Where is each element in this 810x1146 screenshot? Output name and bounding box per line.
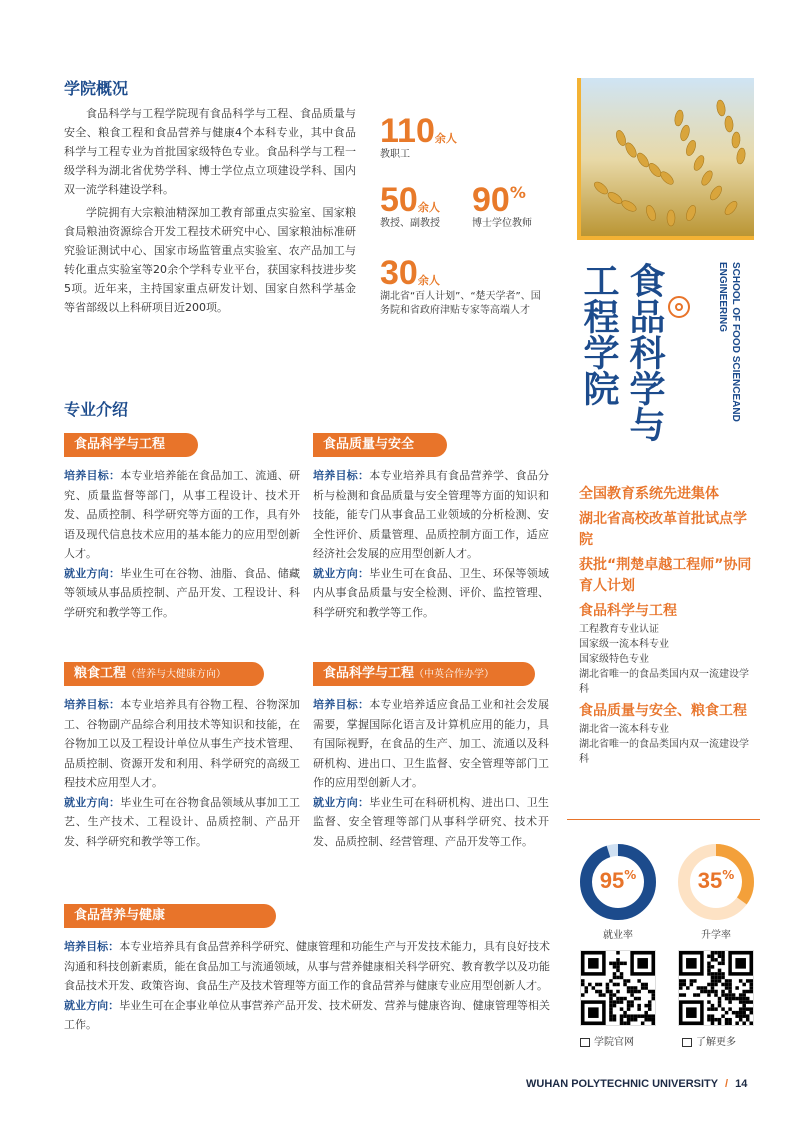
job-text: 毕业生可在食品、卫生、环保等领域内从事食品质量与安全检测、评价、监控管理、科学研究和教学等工作。 — [313, 566, 549, 619]
major-name: 食品科学与工程 — [74, 437, 166, 452]
honor-food-science-heading: 食品科学与工程 — [579, 603, 677, 619]
footer — [526, 1078, 747, 1090]
stat-professors — [380, 183, 440, 231]
further-study-rate-value — [676, 868, 756, 894]
rice-photo — [577, 78, 754, 240]
college-english-line2: AND ENGINEERING — [717, 262, 741, 422]
stat-doctors-number: 90 — [472, 181, 510, 219]
goal-text: 本专业培养具有谷物工程、谷物深加工、谷物副产品综合利用技术等知识和技能，在谷物加工以及工程设计单位从事生产技术管理、品质控制、资源开发和利用、科学研究的高级工程技术应用型人才。 — [64, 698, 300, 789]
qr-college-website-label: 学院官网 — [594, 1037, 634, 1048]
overview-heading: 学院概况 — [64, 79, 129, 98]
qr-college-website-caption — [580, 1033, 670, 1048]
qr-code-icon — [679, 951, 753, 1025]
qr-college-website[interactable] — [580, 950, 656, 1026]
honor-national-advanced: 全国教育系统先进集体 — [579, 486, 719, 502]
job-text: 毕业生可在谷物、油脂、食品、储藏等领域从事品质控制、产品开发、工程设计、科学研究和教学等工作。 — [64, 566, 300, 619]
major-tag-food-quality — [313, 433, 447, 457]
scan-icon — [580, 1038, 590, 1047]
major-name: 食品质量与安全 — [323, 437, 415, 452]
honor-quality-grain-item: 湖北省一流本科专业 — [579, 724, 669, 735]
stat-talents-number: 30 — [380, 254, 418, 292]
rice-photo-image — [581, 78, 754, 240]
major-body-grain-engineering — [64, 695, 300, 851]
major-name: 粮食工程 — [74, 666, 127, 681]
footer-university: WUHAN POLYTECHNIC UNIVERSITY — [526, 1078, 718, 1090]
honor-reform-pilot: 湖北省高校改革首批试点学院 — [579, 511, 747, 548]
goal-label: 培养目标： — [64, 940, 120, 953]
employment-rate-sup: % — [624, 868, 637, 882]
employment-rate-value — [578, 868, 658, 894]
stat-staff — [380, 114, 457, 162]
employment-rate-number: 95 — [599, 868, 625, 893]
major-body-nutrition-health — [64, 937, 550, 1035]
page-number: 14 — [735, 1078, 748, 1090]
job-text: 毕业生可在科研机构、进出口、卫生监督、安全管理等部门从事科学研究、技术开发、品质控制、经营管理、产品开发等工作。 — [313, 795, 549, 848]
college-title-line2: 工程学院 — [578, 262, 619, 406]
job-label: 就业方向： — [313, 795, 370, 809]
major-name: 食品营养与健康 — [74, 908, 166, 923]
further-study-rate-sup: % — [722, 868, 735, 882]
stat-doctors-label: 博士学位教师 — [472, 218, 532, 229]
honors-panel — [567, 470, 760, 820]
qr-learn-more-label: 了解更多 — [696, 1037, 736, 1048]
goal-text: 本专业培养具有食品营养学、食品分析与检测和食品质量与安全管理等方面的知识和技能，能专门从事食品工业领域的分析检测、安全性评价、质量管理、品质控制方面工作，适应经济社会发展的应用型创新人才。 — [313, 469, 549, 560]
qr-learn-more[interactable] — [678, 950, 754, 1026]
goal-label: 培养目标： — [64, 698, 121, 711]
stat-doctors-sup: % — [509, 183, 526, 202]
major-tag-food-science-coop — [313, 662, 535, 686]
major-tag-food-science — [64, 433, 198, 457]
employment-rate-donut — [578, 842, 658, 922]
overview-paragraph-1: 食品科学与工程学院现有食品科学与工程、食品质量与安全、粮食工程和食品营养与健康4个本科专业，其中食品科学与工程专业为首批国家级特色专业。食品科学与工程一级学科为湖北省优势学科、博士学位点立项建设学科、国内双一流学科建设学科。 — [64, 107, 356, 196]
stat-staff-number: 110 — [380, 112, 435, 150]
honor-quality-grain-item: 湖北省唯一的食品类国内双一流建设学科 — [579, 739, 749, 765]
goal-label: 培养目标： — [64, 469, 121, 482]
job-label: 就业方向： — [64, 998, 120, 1012]
stat-talents-unit: 余人 — [417, 274, 440, 287]
qr-code-icon — [581, 951, 655, 1025]
stat-professors-label: 教授、副教授 — [380, 218, 440, 229]
job-text: 毕业生可在企事业单位从事营养产品开发、技术研发、营养与健康咨询、健康管理等相关工作。 — [64, 998, 550, 1031]
majors-heading: 专业介绍 — [64, 400, 129, 419]
goal-text: 本专业培养具有食品营养科学研究、健康管理和功能生产与开发技术能力，具有良好技术沟通和科技创新素质，能在食品加工与流通领域，从事与营养健康相关科学研究、教育教学以及功能食品技术开发、政策咨询、食品生产及技术管理等方面工作的食品营养与健康专业应用型创新人才。 — [64, 940, 550, 992]
honor-jingchu-engineer: 获批“荆楚卓越工程师”协同育人计划 — [579, 557, 752, 594]
at-ornament-icon — [668, 296, 690, 318]
goal-label: 培养目标： — [313, 469, 370, 482]
major-subtitle: （中英合作办学） — [414, 669, 495, 680]
further-study-rate-donut — [676, 842, 756, 922]
major-body-food-science — [64, 466, 300, 622]
major-body-food-quality — [313, 466, 549, 622]
stat-doctors — [472, 183, 532, 231]
honor-food-science-item: 国家级特色专业 — [579, 654, 649, 665]
stat-staff-unit: 余人 — [434, 132, 457, 145]
honor-quality-grain-heading: 食品质量与安全、粮食工程 — [579, 703, 747, 719]
stat-professors-unit: 余人 — [417, 201, 440, 214]
overview-paragraph-2: 学院拥有大宗粮油精深加工教育部重点实验室、国家粮食局粮油资源综合开发工程技术研究中心、国家粮油标准研究验证测试中心、国家市场监管重点实验室、农产品加工与转化重点实验室等20余个学科专业平台，获国家科技进步奖5项。近年来，主持国家重点研发计划、国家自然科学基金等省部级以上科研项目近200项。 — [64, 206, 356, 314]
further-study-rate-number: 35 — [697, 868, 723, 893]
goal-text: 本专业培养适应食品工业和社会发展需要，掌握国际化语言及计算机应用的能力，具有国际视野，在食品的生产、加工、流通以及科研机构、进出口、卫生监督、安全管理等部门工作的应用型创新人才。 — [313, 698, 549, 789]
goal-label: 培养目标： — [313, 698, 370, 711]
scan-icon — [682, 1038, 692, 1047]
stat-professors-number: 50 — [380, 181, 418, 219]
job-label: 就业方向： — [64, 566, 121, 580]
honors-list — [579, 484, 754, 767]
major-body-food-science-coop — [313, 695, 549, 851]
college-english-line1: SCHOOL OF FOOD SCIENCE — [730, 262, 741, 401]
job-text: 毕业生可在谷物食品领域从事加工工艺、生产技术、工程设计、品质控制、产品开发、科学研究和教学等工作。 — [64, 795, 300, 848]
goal-text: 本专业培养能在食品加工、流通、研究、质量监督等部门，从事工程设计、技术开发、品质控制、科学研究等方面的工作，具有外语及现代信息技术应用的基本能力的应用型创新人才。 — [64, 469, 300, 560]
honor-food-science-item: 湖北省唯一的食品类国内双一流建设学科 — [579, 669, 749, 695]
major-name: 食品科学与工程 — [323, 666, 415, 681]
college-english-name — [716, 262, 742, 442]
college-title-line1: 食品科学与 — [624, 262, 665, 442]
stat-staff-label: 教职工 — [380, 149, 410, 160]
footer-separator: / — [724, 1078, 729, 1090]
major-tag-grain-engineering — [64, 662, 264, 686]
qr-learn-more-caption — [682, 1033, 772, 1048]
major-subtitle: （营养与大健康方向） — [126, 669, 227, 680]
major-tag-nutrition-health — [64, 904, 276, 928]
honor-food-science-item: 工程教育专业认证 — [579, 624, 659, 635]
honor-food-science-item: 国家级一流本科专业 — [579, 639, 669, 650]
overview-text — [64, 104, 356, 321]
job-label: 就业方向： — [64, 795, 121, 809]
stat-talents — [380, 256, 550, 318]
stat-talents-label: 湖北省“百人计划”、“楚天学者”、国务院和省政府津贴专家等高端人才 — [380, 291, 541, 316]
employment-rate-label: 就业率 — [603, 930, 633, 941]
further-study-rate-label: 升学率 — [701, 930, 731, 941]
job-label: 就业方向： — [313, 566, 370, 580]
